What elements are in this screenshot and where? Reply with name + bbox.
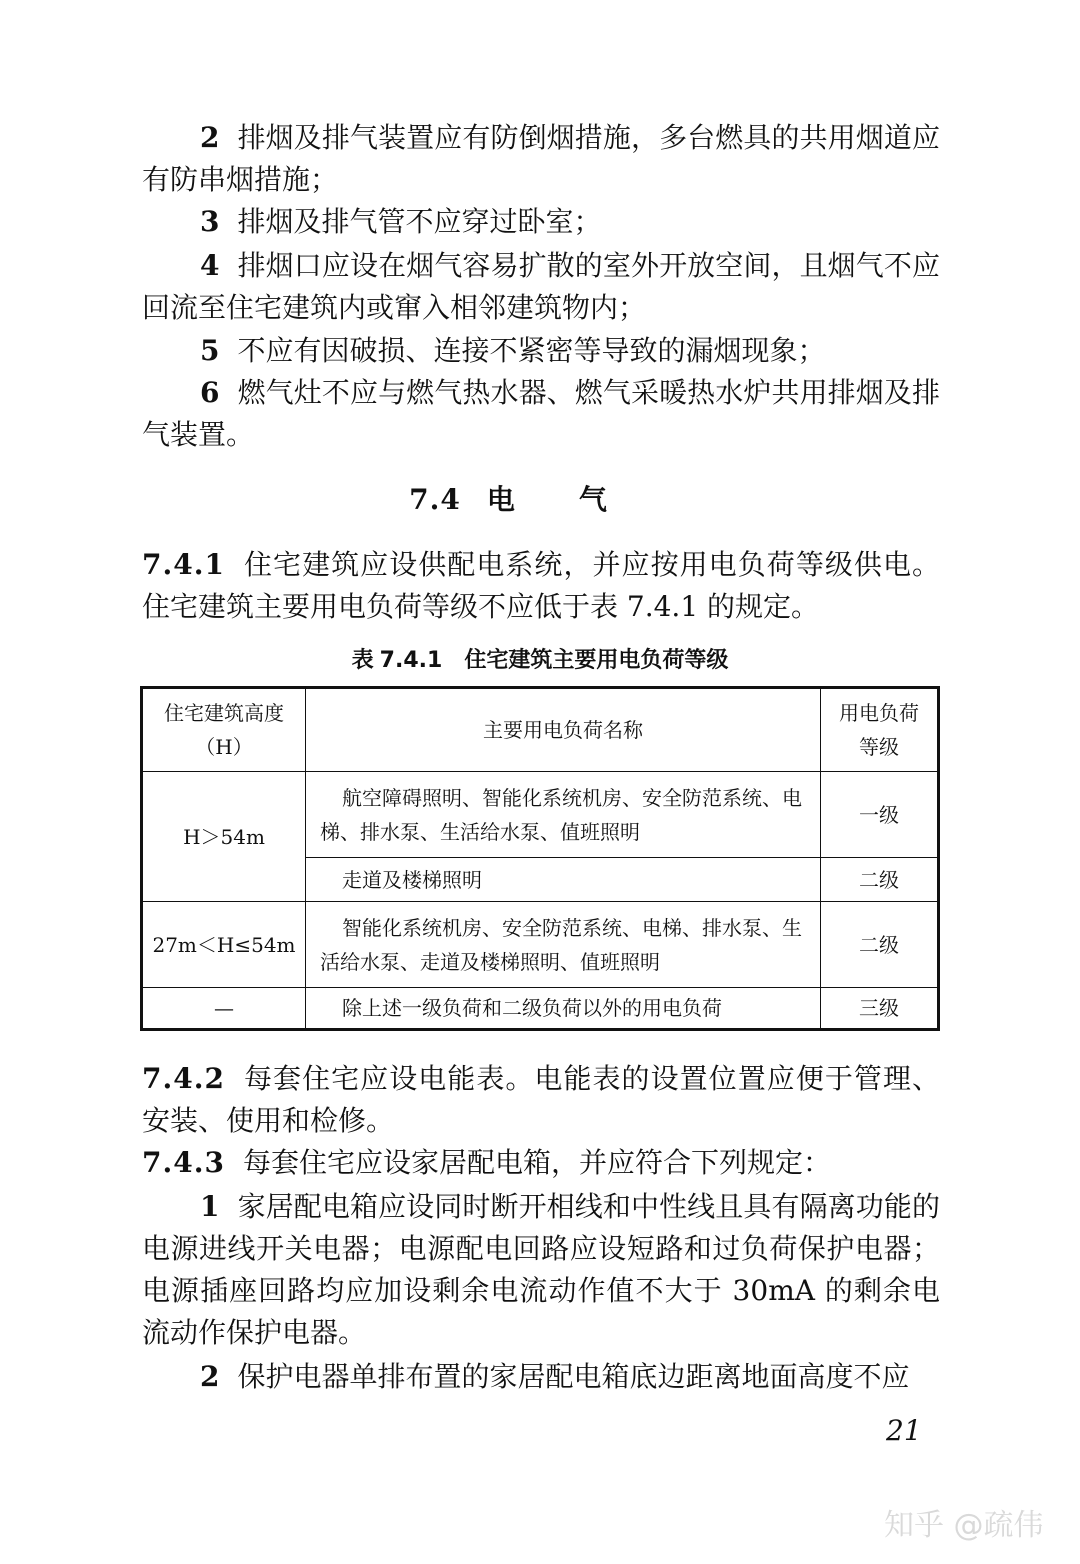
clause-text: 每套住宅应设电能表。电能表的设置位置应便于管理、安装、使用和检修。	[142, 1062, 940, 1137]
item-text: 燃气灶不应与燃气热水器、燃气采暖热水炉共用排烟及排气装置。	[142, 376, 940, 451]
section-heading	[0, 480, 1080, 520]
header-height: 住宅建筑高度（H）	[142, 688, 306, 772]
cell-grade: 一级	[821, 772, 939, 858]
section-title: 电气	[486, 483, 671, 516]
clause-number: 7.4.3	[142, 1146, 225, 1179]
table-caption	[0, 645, 1080, 677]
caption-number: 7.4.1	[379, 648, 443, 673]
header-grade: 用电负荷等级	[821, 688, 939, 772]
cell-height: H＞54m	[142, 772, 306, 902]
item-text: 排烟及排气管不应穿过卧室；	[237, 205, 602, 238]
cell-height: 27m＜H≤54m	[142, 902, 306, 988]
cell-load-name: 航空障碍照明、智能化系统机房、安全防范系统、电梯、排水泵、生活给水泵、值班照明	[306, 772, 821, 858]
caption-prefix: 表	[351, 648, 374, 673]
item-number: 4	[200, 249, 220, 282]
item-number: 5	[200, 334, 220, 367]
table-row	[142, 902, 939, 988]
clause-text: 每套住宅应设家居配电箱，并应符合下列规定：	[242, 1146, 831, 1179]
watermark: 知乎 @疏伟	[884, 1508, 1044, 1543]
table-header-row	[142, 688, 939, 772]
cell-grade: 三级	[821, 988, 939, 1030]
table-row	[142, 772, 939, 858]
list-item-6	[142, 372, 940, 456]
clause-7-4-3	[142, 1142, 940, 1184]
clause-7-4-2	[142, 1058, 940, 1142]
item-text: 保护电器单排布置的家居配电箱底边距离地面高度不应	[237, 1360, 910, 1393]
cell-height: —	[142, 988, 306, 1030]
item-number: 1	[200, 1190, 220, 1223]
page-number: 21	[886, 1414, 922, 1447]
clause-number: 7.4.1	[142, 548, 225, 581]
item-text: 家居配电箱应设同时断开相线和中性线且具有隔离功能的电源进线开关电器；电源配电回路应设短路和过负荷保护电器；电源插座回路均应加设剩余电流动作值不大于 30mA 的剩余电流动作保护电器。	[142, 1190, 940, 1349]
item-text: 不应有因破损、连接不紧密等导致的漏烟现象；	[237, 334, 826, 367]
cell-grade: 二级	[821, 858, 939, 902]
item-text: 排烟及排气装置应有防倒烟措施，多台燃具的共用烟道应有防串烟措施；	[142, 121, 940, 196]
clause-number: 7.4.2	[142, 1062, 225, 1095]
clause-7-4-1	[142, 544, 940, 628]
item-number: 6	[200, 376, 220, 409]
list-item-1	[142, 1186, 940, 1354]
cell-load-name: 走道及楼梯照明	[306, 858, 821, 902]
cell-load-name: 智能化系统机房、安全防范系统、电梯、排水泵、生活给水泵、走道及楼梯照明、值班照明	[306, 902, 821, 988]
item-number: 3	[200, 205, 220, 238]
list-item-5	[142, 330, 940, 372]
list-item-2	[142, 117, 940, 201]
header-load-name: 主要用电负荷名称	[306, 688, 821, 772]
item-number: 2	[200, 1360, 220, 1393]
clause-text: 住宅建筑应设供配电系统，并应按用电负荷等级供电。住宅建筑主要用电负荷等级不应低于表 7.4.1 的规定。	[142, 548, 940, 623]
cell-grade: 二级	[821, 902, 939, 988]
list-item-2b	[142, 1356, 940, 1398]
caption-title: 住宅建筑主要用电负荷等级	[464, 648, 729, 673]
item-number: 2	[200, 121, 220, 154]
item-text: 排烟口应设在烟气容易扩散的室外开放空间，且烟气不应回流至住宅建筑内或窜入相邻建筑物内；	[142, 249, 940, 324]
list-item-4	[142, 245, 940, 329]
table-row	[142, 988, 939, 1030]
cell-load-name: 除上述一级负荷和二级负荷以外的用电负荷	[306, 988, 821, 1030]
list-item-3	[142, 201, 940, 243]
load-grade-table	[140, 686, 940, 1031]
section-number: 7.4	[409, 483, 461, 516]
